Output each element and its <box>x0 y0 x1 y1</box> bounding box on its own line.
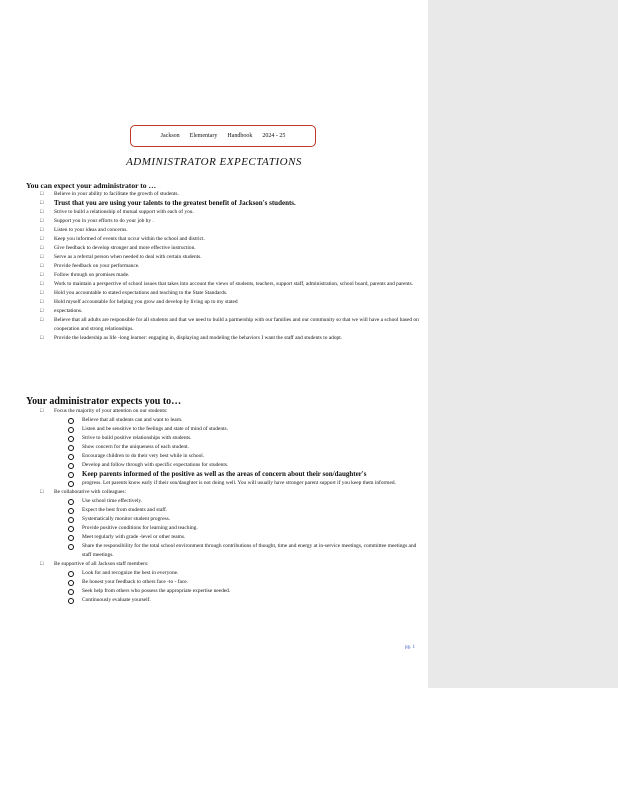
section-2-heading: Your administrator expects you to… <box>26 396 182 407</box>
sub-bullet-item: Seek help from others who possess the appropriate expertise needed. <box>26 587 421 596</box>
header-box <box>130 125 316 147</box>
sub-bullet-item: progress. Let parents know early if their son/daughter is not doing well. You will usually have stronger parent support if you keep them informed. <box>26 479 421 488</box>
group-item: □ Be collaborative with colleagues: <box>26 488 421 497</box>
sub-bullet-item: Believe that all students can and want to learn. <box>26 416 421 425</box>
sub-bullet-item: Expect the best from students and staff. <box>26 506 421 515</box>
header-year: 2024 - 25 <box>262 133 286 139</box>
header-name: Elementary <box>189 133 218 139</box>
bullet-item: □ Trust that you are using your talents to the greatest benefit of Jackson's students. <box>26 199 421 208</box>
bullet-item: □ Keep you informed of events that occur within the school and district. <box>26 235 421 244</box>
bullet-item: □ Serve as a referral person when needed to deal with certain students. <box>26 253 421 262</box>
group-item: □ Focus the majority of your attention on our students: <box>26 407 421 416</box>
bullet-item: □ Strive to build a relationship of mutual support with each of you. <box>26 208 421 217</box>
sub-bullet-item: Look for and recognize the best in everyone. <box>26 569 421 578</box>
sub-bullet-item: Develop and follow through with specific expectations for students. <box>26 461 421 470</box>
section-you-can-expect <box>26 181 421 343</box>
bullet-item: □ Listen to your ideas and concerns. <box>26 226 421 235</box>
section-1-heading: You can expect your administrator to … <box>26 181 157 190</box>
sub-bullet-item: Encourage children to do their very best while in school. <box>26 452 421 461</box>
section-2-list <box>26 407 421 605</box>
sub-bullet-item: Meet regularly with grade -level or other teams. <box>26 533 421 542</box>
sub-bullet-item: Show concern for the uniqueness of each student. <box>26 443 421 452</box>
bullet-item: □ Hold myself accountable for helping you grow and develop by living up to my stated <box>26 298 421 307</box>
bullet-item: □ Follow through on promises made. <box>26 271 421 280</box>
sub-bullet-item: Systematically monitor student progress. <box>26 515 421 524</box>
section-1-list <box>26 190 421 343</box>
section-administrator-expects <box>26 396 421 605</box>
header-doc: Handbook <box>227 133 253 139</box>
sub-bullet-item: Strive to build positive relationships with students. <box>26 434 421 443</box>
comment-margin-pane <box>428 0 618 688</box>
bullet-item: □ Give feedback to develop stronger and more effective instruction. <box>26 244 421 253</box>
bullet-item: □ Work to maintain a perspective of school issues that takes into account the views of students, teachers, support staff, administration, school board, parents and parents. <box>26 280 421 289</box>
header-school: Jackson <box>160 133 180 139</box>
bullet-item: □ Believe in your ability to facilitate the growth of students. <box>26 190 421 199</box>
bullet-item: □ Believe that all adults are responsible for all students and that we need to build a partnership with our families and our community so that we will have a school based on cooperation and strong relationships. <box>26 316 421 334</box>
bullet-item: □ Provide feedback on your performance. <box>26 262 421 271</box>
page-title: ADMINISTRATOR EXPECTATIONS <box>126 156 302 168</box>
sub-bullet-item: Provide positive conditions for learning and teaching. <box>26 524 421 533</box>
bullet-item: □ Support you in your efforts to do your job by . <box>26 217 421 226</box>
sub-bullet-item: Be honest your feedback to others face -to - face. <box>26 578 421 587</box>
sub-bullet-item: Use school time effectively. <box>26 497 421 506</box>
sub-bullet-item: Listen and be sensitive to the feelings and state of mind of students. <box>26 425 421 434</box>
bullet-item: □ Hold you accountable to stated expectations and teaching to the State Standards. <box>26 289 421 298</box>
bullet-item: □ expectations. <box>26 307 421 316</box>
bullet-item: □ Provide the leadership as life -long learner: engaging in, displaying and modeling the behaviors I want the staff and students to adopt. <box>26 334 421 343</box>
group-item: □ Be supportive of all Jackson staff members: <box>26 560 421 569</box>
sub-bullet-item: Continuously evaluate yourself. <box>26 596 421 605</box>
sub-bullet-item: Share the responsibility for the total school environment through contributions of thought, time and energy at in-service meetings, committee meetings and staff meetings. <box>26 542 421 560</box>
page-number: pg. 1 <box>405 645 415 650</box>
sub-bullet-item: Keep parents informed of the positive as well as the areas of concern about their son/daughter's <box>26 470 421 479</box>
